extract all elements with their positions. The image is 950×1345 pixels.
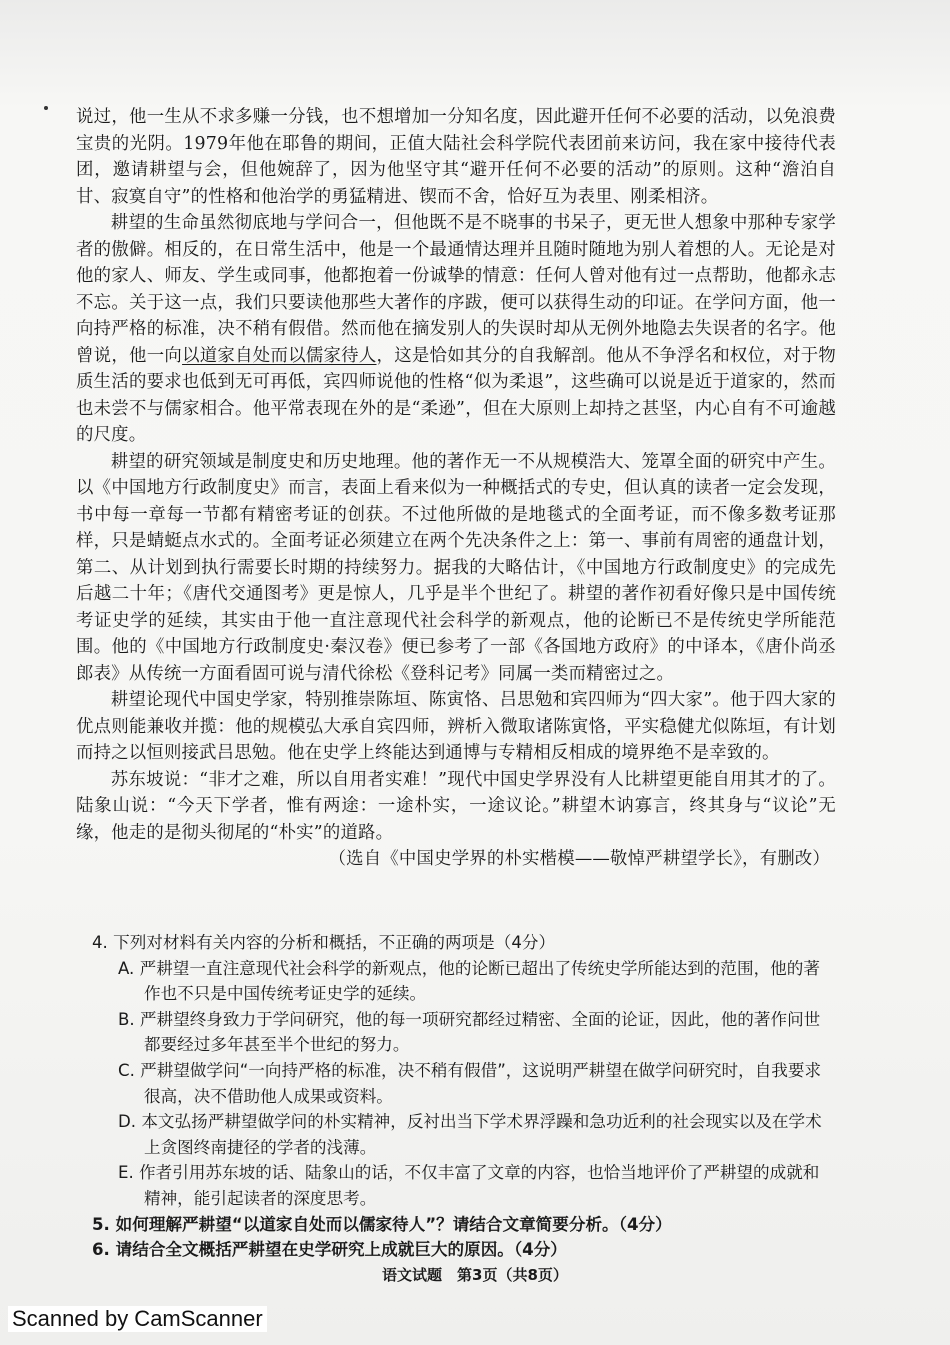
question-5: 5. 如何理解严耕望“以道家自处而以儒家待人”？请结合文章简要分析。（4分）: [92, 1214, 672, 1234]
paragraph-4: 耕望论现代中国史学家，特别推崇陈垣、陈寅恪、吕思勉和宾四师为“四大家”。他于四大家的优点则能兼收并揽：他的规模弘大承自宾四师，辨析入微取诸陈寅恪，平实稳健尤似陈垣，有计划而持之以恒则接武吕思勉。他在史学上终能达到通博与专精相反相成的境界绝不是幸致的。: [76, 690, 836, 763]
option-b: B. 严耕望终身致力于学问研究，他的每一项研究都经过精密、全面的论证，因此，他的著作问世都要经过多年甚至半个世纪的努力。: [118, 1009, 821, 1055]
paragraph-2-start: 耕望的生命虽然彻底地与学问合一，但他既不是不晓事的书呆子，更无世人想象中那种专家学者的傲僻。相反的，在日常生活中，他是一个最通情达理并且随时随地为别人着想的人。无论是对他的家人、师友、学生或同事，他都抱着一份诚挚的情意：任何人曾对他有过一点帮助，他都永志不忘。关于这一点，我们只要读他那些大著作的序跋，便可以获得生动的印证。在学问方面，他一向持严格的标准，决不稍有假借。然而他在摘发别人的失误时却从无例外地隐去失误者的名字。他曾说，他一向: [76, 213, 836, 366]
underlined-quote: 以道家自处而以儒家待人: [182, 345, 377, 366]
paragraph-1: 说过，他一生从不求多赚一分钱，也不想增加一分知名度，因此避开任何不必要的活动，以免浪费宝贵的光阴。1979年他在耶鲁的期间，正值大陆社会科学院代表团前来访问，我在家中接待代表团，邀请耕望与会，但他婉辞了，因为他坚守其“避开任何不必要的活动”的原则。这种“澹泊自甘、寂寞自守”的性格和他治学的勇猛精进、锲而不舍，恰好互为表里、刚柔相济。: [76, 107, 836, 207]
paragraph-2: [76, 210, 836, 449]
paragraph-3: 耕望的研究领域是制度史和历史地理。他的著作无一不从规模浩大、笼罩全面的研究中产生。以《中国地方行政制度史》而言，表面上看来似为一种概括式的专史，但认真的读者一定会发现，书中每一章每一节都有精密考证的创获。不过他所做的是地毯式的全面考证，而不像多数考证那样，只是蜻蜓点水式的。全面考证必须建立在两个先决条件之上：第一、事前有周密的通盘计划，第二、从计划到执行需要长时期的持续努力。据我的大略估计，《中国地方行政制度史》的完成先后越二十年；《唐代交通图考》更是惊人，几乎是半个世纪了。耕望的著作初看好像只是中国传统考证史学的延续，其实由于他一直注意现代社会科学的新观点，他的论断已不是传统史学所能范围。他的《中国地方行政制度史·秦汉卷》便已参考了一部《各国地方政府》的中译本，《唐仆尚丞郎表》从传统一方面看固可说与清代徐松《登科记考》同属一类而精密过之。: [76, 451, 836, 684]
option-d: D. 本文弘扬严耕望做学问的朴实精神，反衬出当下学术界浮躁和急功近利的社会现实以及在学术上贪图终南捷径的学者的浅薄。: [118, 1112, 822, 1157]
paragraph-5: 苏东坡说：“非才之难，所以自用者实难！”现代中国史学界没有人比耕望更能自用其才的了。陆象山说：“今天下学者，惟有两途：一途朴实，一途议论。”耕望木讷寡言，终其身与“议论”无缘，他走的是彻头彻尾的“朴实”的道路。: [76, 769, 836, 843]
option-c: C. 严耕望做学问“一向持严格的标准，决不稍有假借”，这说明严耕望在做学问研究时，自我要求很高，决不借助他人成果或资料。: [118, 1060, 822, 1106]
paragraph-2-end: ，这是恰如其分的自我解剖。他从不争浮名和权位，对于物质生活的要求也低到无可再低，宾四师说他的性格“似为柔退”，这些确可以说是近于道家的，然而也未尝不与儒家相合。他平常表现在外的是“柔逊”，但在大原则上却持之甚坚，内心自有不可逾越的尺度。: [76, 345, 837, 445]
question-4: 4. 下列对材料有关内容的分析和概括，不正确的两项是（4分）: [92, 933, 556, 952]
option-e: E. 作者引用苏东坡的话、陆象山的话，不仅丰富了文章的内容，也恰当地评价了严耕望的成就和精神，能引起读者的深度思考。: [118, 1163, 820, 1208]
scanner-watermark: Scanned by CamScanner: [8, 1306, 267, 1332]
option-a: A. 严耕望一直注意现代社会科学的新观点，他的论断已超出了传统史学所能达到的范围，他的著作也不只是中国传统考证史学的延续。: [118, 958, 820, 1004]
page-footer: 语文试题 第3页（共8页）: [382, 1266, 568, 1284]
question-6: 6. 请结合全文概括严耕望在史学研究上成就巨大的原因。（4分）: [92, 1240, 567, 1260]
article-source: （选自《中国史学界的朴实楷模——敬悼严耕望学长》，有删改）: [328, 849, 830, 869]
article-body: [76, 104, 836, 873]
question-section: [92, 930, 832, 1263]
speck-mark: [44, 106, 48, 110]
